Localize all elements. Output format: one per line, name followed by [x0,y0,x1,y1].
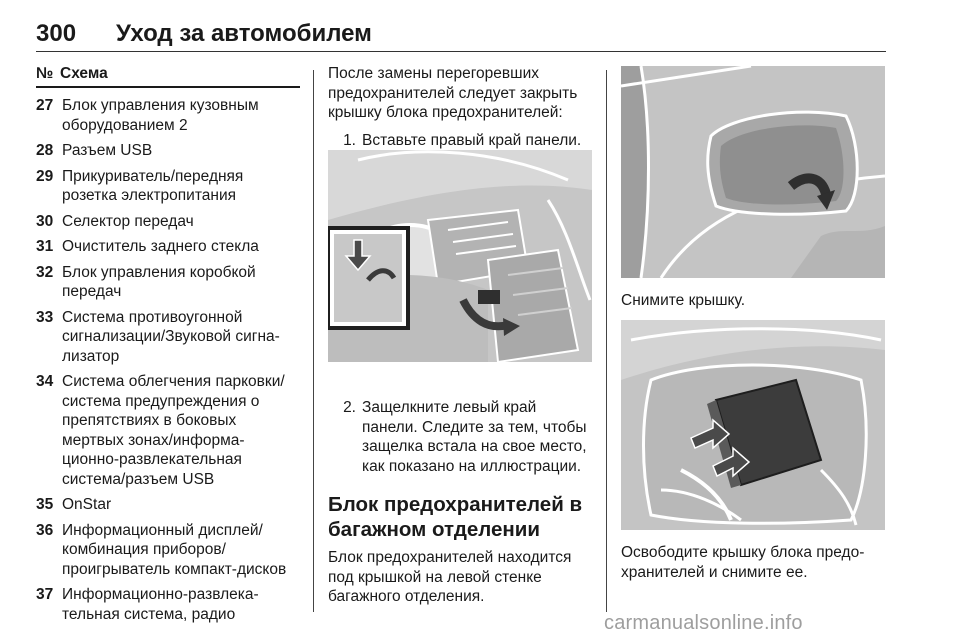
trunk-cover-illustration [621,66,885,278]
fuse-number: 31 [36,238,54,255]
table-row [36,237,300,257]
fuse-number: 37 [36,586,54,603]
fuse-number: 34 [36,373,54,390]
step-2 [328,398,592,476]
fuse-box-illustration [621,320,885,530]
console-illustration-svg [328,150,592,362]
intro-text: После замены перегоревших предохранителей следует закрыть крышку блока предохранителей: [328,65,578,121]
fuse-description: Информационно-развлека-тельная система, радио [62,586,259,623]
step-text: Вставьте правый край панели. [362,131,582,149]
trunk-cover-svg [621,66,885,278]
table-row [36,521,300,580]
table-row [36,372,300,489]
step-1 [328,131,592,151]
step-number: 2. [343,399,356,416]
table-row [36,263,300,302]
step-number: 1. [343,131,356,149]
fuse-number: 28 [36,142,54,159]
fuse-number: 33 [36,308,54,326]
column-divider-2 [606,70,607,612]
fuse-description: Очиститель заднего стекла [62,238,259,255]
fuse-description: Прикуриватель/передняя розетка электропитания [62,167,244,204]
fuse-number: 29 [36,167,54,185]
fuse-description: Блок управления коробкой передач [62,263,256,300]
column-divider-1 [313,70,314,612]
caption-remove-cover: Снимите крышку. [621,292,746,309]
page-header [36,20,886,54]
fuse-description: OnStar [62,496,112,513]
table-row [36,212,300,232]
table-row [36,141,300,161]
fuse-description: Разъем USB [62,142,153,159]
fuse-box-svg [621,320,885,530]
fuse-number: 35 [36,496,54,513]
fuse-description: Информационный дисплей/комбинация приборов/проигрыватель компакт-дисков [62,521,287,578]
fuse-description: Система облегчения парковки/система предупреждения о препятствиях в боковых мертвых зонах/информа-ционно-развлекательная система/разъем USB [62,373,285,488]
fuse-number: 30 [36,212,54,230]
fuse-table-header [36,62,300,88]
header-divider [36,51,886,52]
table-row [36,495,300,515]
caption-release-cover: Освободите крышку блока предо-хранителей и снимите ее. [621,544,865,581]
table-header-number: № [36,65,54,82]
table-row [36,96,300,135]
section-title: Блок предохранителей в багажном отделении [328,493,583,541]
step-text: Защелкните левый край панели. Следите за тем, чтобы защелка встала на свое место, как показано на иллюстрации. [362,399,587,475]
watermark: carmanualsonline.info [604,612,803,634]
table-row [36,308,300,367]
page-number: 300 [36,20,77,47]
chapter-title: Уход за автомобилем [116,20,372,47]
section-body: Блок предохранителей находится под крышкой на левой стенке багажного отделения. [328,549,572,605]
fuse-number: 36 [36,521,54,539]
fuse-description: Система противоугонной сигнализации/Звуковой сигна-лизатор [62,308,280,365]
fuse-number: 27 [36,97,54,114]
fuse-description: Селектор передач [62,212,194,230]
fuse-number: 32 [36,263,54,281]
console-panel-illustration [328,150,592,362]
fuse-description: Блок управления кузовным оборудованием 2 [62,97,259,134]
table-header-scheme: Схема [60,65,108,82]
table-row [36,167,300,206]
table-row [36,585,300,624]
fuse-table [36,62,300,624]
